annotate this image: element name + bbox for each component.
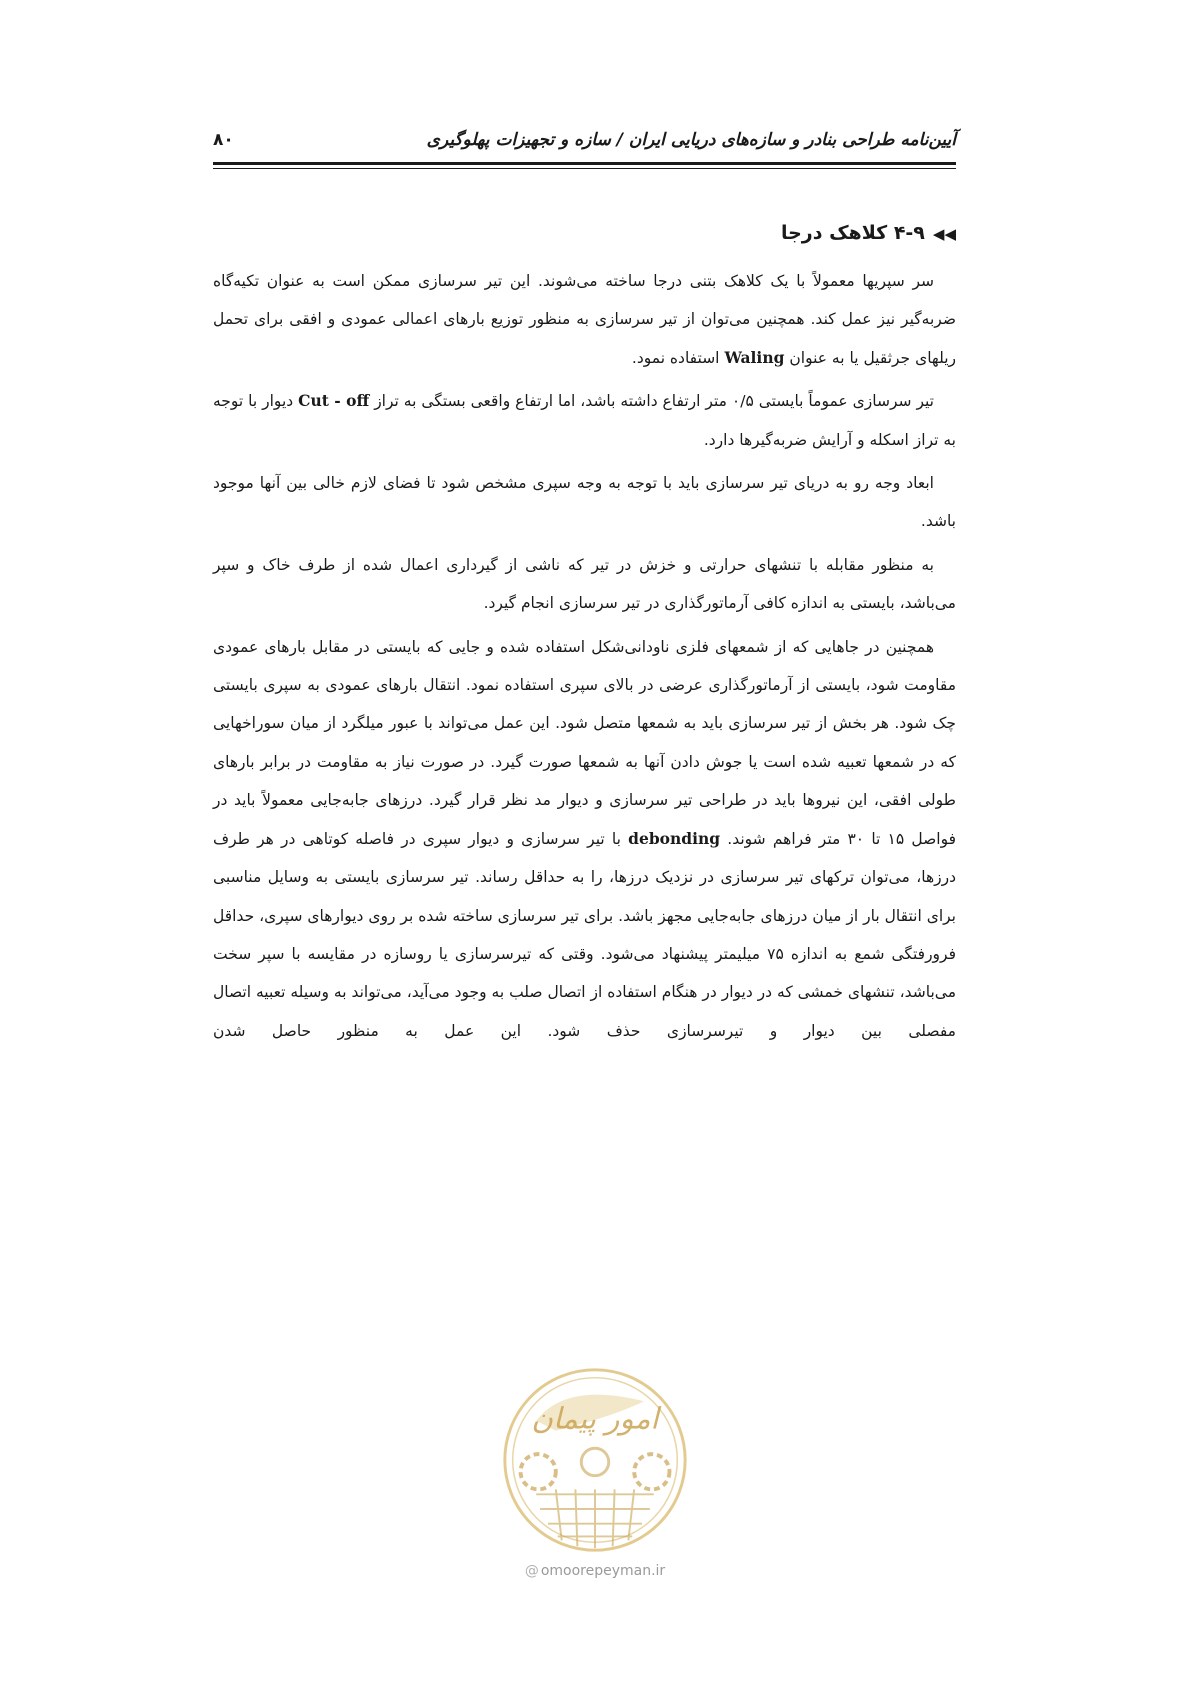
paragraph-1 bbox=[213, 262, 956, 377]
header-rule-thick bbox=[213, 162, 956, 165]
paragraph-5 bbox=[213, 628, 956, 1050]
logo-text: امور پیمان bbox=[531, 1401, 659, 1436]
paragraph-4: به منظور مقابله با تنشهای حرارتی و خزش در تیر که ناشی از گیرداری اعمال شده از طرف خاک و سپر می‌باشد، بایستی به اندازه کافی آرماتورگذاری در تیر سرسازی انجام گیرد. bbox=[213, 555, 956, 613]
paragraph-2-text-a: تیر سرسازی عموماً بایستی ۰/۵ متر ارتفاع داشته باشد، اما ارتفاع واقعی بستگی به تراز bbox=[374, 392, 934, 411]
body-text bbox=[213, 262, 956, 1055]
paragraph-1-text-b: استفاده نمود. bbox=[631, 348, 720, 367]
section-title: ۴-۹ کلاهک درجا bbox=[780, 222, 925, 244]
paragraph-3: ابعاد وجه رو به دریای تیر سرسازی باید با توجه به وجه سپری مشخص شود تا فضای لازم خالی بین آنها موجود باشد. bbox=[213, 474, 956, 531]
paragraph-2-term: Cut - off bbox=[298, 391, 370, 411]
page-number: ۸۰ bbox=[213, 130, 234, 150]
running-title: آیین‌نامه طراحی بنادر و سازه‌های دریایی ایران / سازه و تجهیزات پهلوگیری bbox=[426, 130, 956, 150]
paragraph-2-text-b: دیوار با توجه به تراز اسکله و آرایش ضربه‌گیرها دارد. bbox=[213, 392, 956, 449]
header-rule-thin bbox=[213, 168, 956, 169]
at-sign-icon: @ bbox=[524, 1563, 539, 1579]
watermark-logo bbox=[497, 1362, 693, 1558]
paragraph-5-text-a: همچنین در جاهایی که از شمعهای فلزی ناودانی‌شکل استفاده شده و جایی که بایستی در مقابل بارهای عمودی مقاومت شود، بایستی از آرماتورگذاری عرضی در بالای سپری استفاده نمود. انتقال بارهای عمودی به سپری بایستی چک شود. هر بخش از تیر سرسازی باید به شمعها متصل شود. این عمل می‌تواند با عبور میلگرد از میان سوراخهایی که در شمعها تعبیه شده است یا جوش دادن آنها به شمعها صورت گیرد. در صورت نیاز به مقاومت در برابر بارهای طولی افقی، این نیروها باید در طراحی تیر سرسازی و دیوار مد نظر قرار گیرد. درزهای جابه‌جایی معمولاً باید در فواصل ۱۵ تا ۳۰ متر فراهم شوند. bbox=[213, 637, 956, 848]
watermark-url: omoorepeyman.ir bbox=[540, 1563, 666, 1579]
paragraph-1-term: Waling bbox=[724, 347, 785, 367]
double-arrow-icon: ◀◀ bbox=[932, 225, 956, 243]
paragraph-1-text-a: سر سپریها معمولاً با یک کلاهک بتنی درجا ساخته می‌شوند. این تیر سرسازی ممکن است به عنوان تکیه‌گاه ضربه‌گیر نیز عمل کند. همچنین می‌توان از تیر سرسازی به منظور توزیع بارهای اعمالی عمودی و افقی برای تحمل ریلهای جرثقیل یا به عنوان bbox=[213, 272, 956, 367]
watermark-caption bbox=[520, 1563, 670, 1579]
paragraph-5-term: debonding bbox=[628, 828, 721, 848]
paragraph-2 bbox=[213, 382, 956, 459]
paragraph-5-text-b: با تیر سرسازی و دیوار سپری در فاصله کوتاهی در هر طرف درزها، می‌توان ترکهای تیر سرسازی در نزدیک درزها، را به حداقل رساند. تیر سرسازی بایستی به وسایل مناسبی برای انتقال بار از میان درزهای جابه‌جایی مجهز باشد. برای تیر سرسازی ساخته شده بر روی دیوارهای سپری، حداقل فرورفتگی شمع به اندازه ۷۵ میلیمتر پیشنهاد می‌شود. وقتی که تیرسرسازی یا روسازه در مقایسه با سپر سخت می‌باشد، تنشهای خمشی که در دیوار در هنگام استفاده از اتصال صلب به وجود می‌آید، می‌تواند به وسیله تعبیه اتصال مفصلی بین دیوار و تیرسرسازی حذف شود. این عمل به منظور حاصل شدن bbox=[213, 829, 956, 1040]
section-heading bbox=[781, 222, 956, 244]
